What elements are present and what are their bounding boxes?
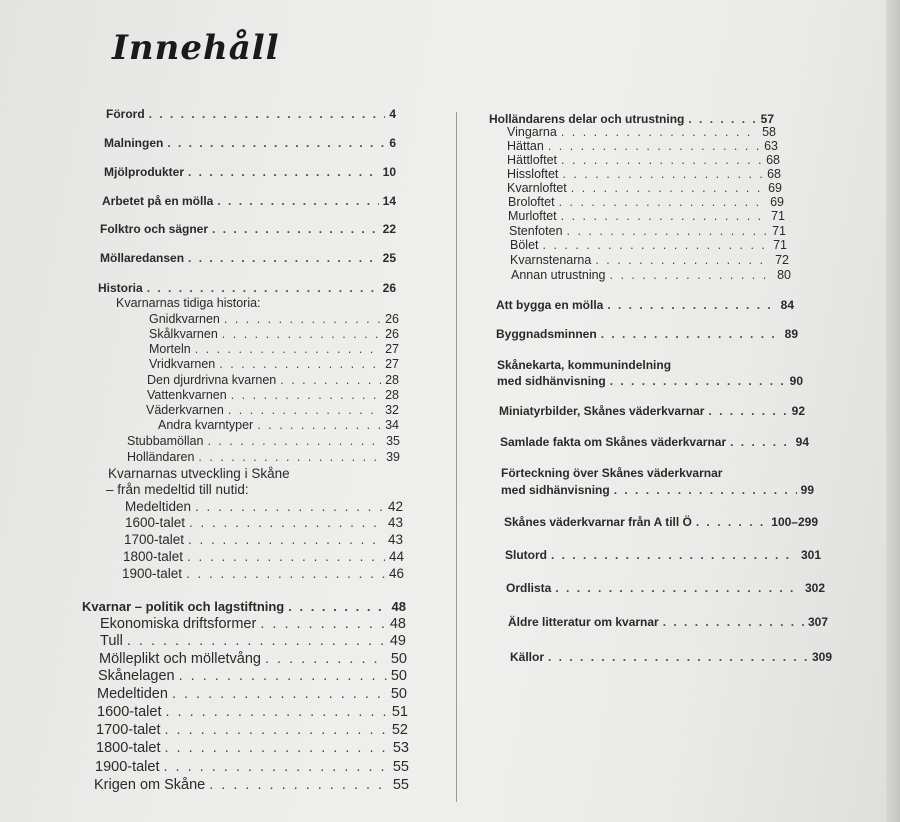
toc-entry: Vingarna . . . 58 [507, 126, 776, 139]
toc-entry: Samlade fakta om Skånes väderkvarnar . . . 94 [500, 436, 809, 448]
toc-entry: Holländarens delar och utrustning . . . 57 [489, 113, 774, 125]
toc-entry: Arbetet på en mölla . . . 14 [102, 195, 396, 207]
toc-entry: Annan utrustning . . . 80 [511, 269, 791, 282]
toc-entry: Malningen . . . 6 [104, 137, 396, 149]
toc-subheading: – från medeltid till nutid: [106, 482, 249, 497]
toc-entry: 1700-talet . . . 43 [124, 533, 403, 547]
toc-entry: Byggnadsminnen . . . 89 [496, 328, 798, 340]
toc-entry: Miniatyrbilder, Skånes väderkvarnar . . . 92 [499, 405, 805, 417]
toc-entry: Krigen om Skåne . . . 55 [94, 778, 409, 793]
toc-entry: 1900-talet . . . 55 [95, 760, 409, 775]
toc-entry: Möllaredansen . . . 25 [100, 252, 396, 264]
toc-entry: Kvarnloftet . . . 69 [507, 182, 782, 195]
toc-entry: Kvarnar – politik och lagstiftning . . . 48 [82, 600, 406, 613]
toc-subheading: Skånekarta, kommunindelning [497, 358, 672, 372]
toc-entry: 1700-talet . . . 52 [96, 723, 408, 738]
toc-entry: Skålkvarnen . . . 26 [149, 328, 399, 341]
toc-entry: 1600-talet . . . 51 [97, 705, 408, 720]
toc-entry: med sidhänvisning . . . 99 [501, 484, 814, 496]
toc-entry: Andra kvarntyper . . . 34 [158, 419, 399, 432]
toc-subheading: Kvarnarnas tidiga historia: [116, 296, 261, 310]
page-edge [886, 0, 900, 822]
toc-entry: Ordlista . . . 302 [506, 582, 825, 594]
toc-entry: Historia . . . 26 [98, 282, 396, 294]
toc-subheading: Kvarnarnas utveckling i Skåne [108, 466, 290, 481]
toc-entry: 1600-talet . . . 43 [125, 516, 403, 530]
toc-entry: Ekonomiska driftsformer . . . 48 [100, 617, 406, 632]
toc-entry: Kvarnstenarna . . . 72 [510, 254, 789, 267]
toc-entry: Morteln . . . 27 [149, 343, 399, 356]
toc-entry: Att bygga en mölla . . . 84 [496, 299, 794, 311]
toc-entry: 1900-talet . . . 46 [122, 567, 404, 581]
toc-entry: Stenfoten . . . 71 [509, 225, 786, 238]
toc-entry: Medeltiden . . . 42 [125, 500, 403, 514]
toc-entry: Broloftet . . . 69 [508, 196, 784, 209]
toc-subheading: Förteckning över Skånes väderkvarnar [501, 466, 723, 480]
toc-entry: Stubbamöllan . . . 35 [127, 435, 400, 448]
toc-entry: Väderkvarnen . . . 32 [146, 404, 399, 417]
toc-entry: Hättan . . . 63 [507, 140, 778, 153]
toc-entry: Murloftet . . . 71 [508, 210, 785, 223]
toc-entry: Vattenkvarnen . . . 28 [147, 389, 399, 402]
toc-entry: Hissloftet . . . 68 [507, 168, 781, 181]
toc-entry: Gnidkvarnen . . . 26 [149, 313, 399, 326]
toc-entry: Folktro och sägner . . . 22 [100, 223, 396, 235]
toc-entry: Äldre litteratur om kvarnar . . . 307 [508, 616, 828, 628]
toc-entry: Slutord . . . 301 [505, 549, 821, 561]
toc-entry: med sidhänvisning . . . 90 [497, 375, 803, 387]
toc-entry: 1800-talet . . . 44 [123, 550, 404, 564]
page-title: Innehåll [112, 28, 280, 68]
toc-entry: Förord . . . 4 [106, 108, 396, 120]
toc-entry: Skånes väderkvarnar från A till Ö . . . 100–299 [504, 516, 818, 528]
column-divider [456, 112, 457, 802]
toc-entry: 1800-talet . . . 53 [96, 741, 409, 756]
toc-entry: Källor . . . 309 [510, 651, 832, 663]
toc-entry: Hättloftet . . . 68 [507, 154, 780, 167]
toc-entry: Den djurdrivna kvarnen . . . 28 [147, 374, 399, 387]
toc-entry: Vridkvarnen . . . 27 [149, 358, 399, 371]
toc-entry: Tull . . . 49 [100, 634, 406, 649]
toc-entry: Medeltiden . . . 50 [97, 687, 407, 702]
toc-entry: Skånelagen . . . 50 [98, 669, 407, 684]
toc-entry: Mölleplikt och mölletvång . . . 50 [99, 652, 407, 667]
toc-entry: Mjölprodukter . . . 10 [104, 166, 396, 178]
toc-entry: Holländaren . . . 39 [127, 451, 400, 464]
toc-entry: Bölet . . . 71 [510, 239, 787, 252]
